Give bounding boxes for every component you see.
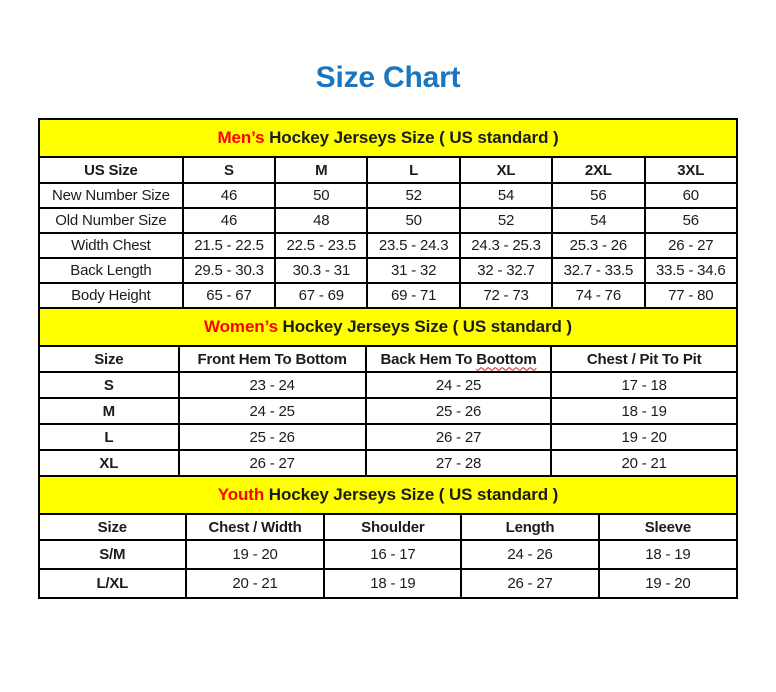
value-cell: 23 - 24 [179,372,366,398]
value-cell: 31 - 32 [367,258,459,283]
value-cell: 29.5 - 30.3 [183,258,275,283]
value-cell: 46 [183,183,275,208]
mens-banner-highlight: Men’s [217,128,265,147]
spellcheck-squiggle-word: Boottom [476,350,537,368]
col-header: Length [461,514,599,540]
size-table-youth [38,475,738,599]
table-row [39,398,737,424]
value-cell: 54 [552,208,644,233]
value-cell: 26 - 27 [366,424,552,450]
value-cell: 25.3 - 26 [552,233,644,258]
col-header: Shoulder [324,514,461,540]
value-cell: 30.3 - 31 [275,258,367,283]
value-cell: 60 [645,183,738,208]
value-cell: 48 [275,208,367,233]
col-header: S [183,157,275,183]
value-cell: 19 - 20 [186,540,325,569]
value-cell: 25 - 26 [179,424,366,450]
size-table-mens [38,118,738,309]
value-cell: 54 [460,183,552,208]
value-cell: 74 - 76 [552,283,644,308]
womens-section-banner [39,308,737,346]
youth-banner-highlight: Youth [217,485,265,504]
value-cell: 19 - 20 [551,424,737,450]
col-header: US Size [39,157,183,183]
size-tables-container [38,118,738,599]
value-cell: 72 - 73 [460,283,552,308]
col-header: Size [39,346,179,372]
value-cell: 24.3 - 25.3 [460,233,552,258]
value-cell: 33.5 - 34.6 [645,258,738,283]
value-cell: 20 - 21 [551,450,737,476]
value-cell: 18 - 19 [324,569,461,598]
value-cell: 18 - 19 [551,398,737,424]
value-cell: 18 - 19 [599,540,737,569]
value-cell: 20 - 21 [186,569,325,598]
value-cell: 19 - 20 [599,569,737,598]
col-header: Sleeve [599,514,737,540]
row-label: XL [39,450,179,476]
size-table-womens [38,307,738,477]
value-cell: 50 [275,183,367,208]
value-cell: 50 [367,208,459,233]
value-cell: 23.5 - 24.3 [367,233,459,258]
value-cell: 24 - 25 [366,372,552,398]
value-cell: 26 - 27 [461,569,599,598]
table-row [39,372,737,398]
womens-header-row [39,346,737,372]
col-header: Chest / Pit To Pit [551,346,737,372]
mens-header-row [39,157,737,183]
row-label: L/XL [39,569,186,598]
value-cell: 46 [183,208,275,233]
value-cell: 25 - 26 [366,398,552,424]
table-row [39,233,737,258]
page-title: Size Chart [315,61,461,94]
youth-header-row [39,514,737,540]
table-row [39,569,737,598]
value-cell: 26 - 27 [179,450,366,476]
value-cell: 32.7 - 33.5 [552,258,644,283]
value-cell: 32 - 32.7 [460,258,552,283]
col-header: XL [460,157,552,183]
row-label: Old Number Size [39,208,183,233]
col-header: 3XL [645,157,738,183]
table-row [39,183,737,208]
row-label: Width Chest [39,233,183,258]
mens-banner-text: Hockey Jerseys Size ( US standard ) [264,128,559,147]
value-cell: 67 - 69 [275,283,367,308]
value-cell: 69 - 71 [367,283,459,308]
col-header: Front Hem To Bottom [179,346,366,372]
table-row [39,450,737,476]
youth-banner-text: Hockey Jerseys Size ( US standard ) [264,485,559,504]
value-cell: 17 - 18 [551,372,737,398]
value-cell: 52 [367,183,459,208]
value-cell: 56 [645,208,738,233]
value-cell: 65 - 67 [183,283,275,308]
table-row [39,424,737,450]
table-row [39,540,737,569]
value-cell: 56 [552,183,644,208]
value-cell: 21.5 - 22.5 [183,233,275,258]
row-label: S/M [39,540,186,569]
value-cell: 24 - 25 [179,398,366,424]
youth-section-banner [39,476,737,514]
col-header: L [367,157,459,183]
value-cell: 52 [460,208,552,233]
mens-section-banner [39,119,737,157]
table-row [39,283,737,308]
col-header: M [275,157,367,183]
row-label: New Number Size [39,183,183,208]
value-cell: 77 - 80 [645,283,738,308]
col-header: Size [39,514,186,540]
row-label: M [39,398,179,424]
value-cell: 24 - 26 [461,540,599,569]
value-cell: 26 - 27 [645,233,738,258]
womens-banner-highlight: Women’s [204,317,278,336]
row-label: S [39,372,179,398]
womens-banner-text: Hockey Jerseys Size ( US standard ) [277,317,572,336]
row-label: L [39,424,179,450]
value-cell: 22.5 - 23.5 [275,233,367,258]
col-header: Chest / Width [186,514,325,540]
col-header-misspelled: Back Hem To Boottom [366,346,552,372]
row-label: Back Length [39,258,183,283]
table-row [39,258,737,283]
row-label: Body Height [39,283,183,308]
table-row [39,208,737,233]
value-cell: 16 - 17 [324,540,461,569]
value-cell: 27 - 28 [366,450,552,476]
col-header: 2XL [552,157,644,183]
